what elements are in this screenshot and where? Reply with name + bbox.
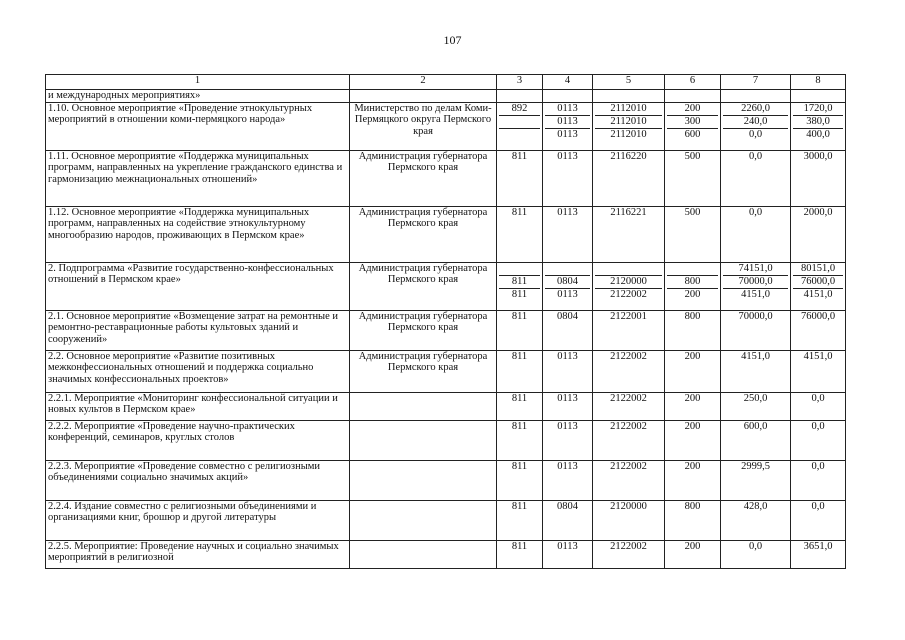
cell-c4-value: 0113	[543, 420, 593, 460]
cell-c5-value	[595, 263, 662, 275]
cell-c7-group	[721, 262, 791, 310]
cell-c3-value: 811	[499, 275, 540, 288]
cell-c8-group	[791, 102, 846, 150]
budget-table	[45, 74, 846, 569]
cell-c5-value: 2112010	[595, 128, 662, 141]
cell-c4-value: 0113	[543, 150, 593, 206]
cell-c8-value: 4151,0	[791, 350, 846, 392]
cell-c7-group	[721, 102, 791, 150]
cell-c6-value: 200	[665, 460, 721, 500]
cell-c5-value: 2112010	[595, 115, 662, 128]
cell-c6-value: 800	[665, 500, 721, 540]
cell-c8-value: 0,0	[791, 500, 846, 540]
row-name: 2.1. Основное мероприятие «Возмещение затрат на ремонтные и ремонтно-реставрационные работы культовых зданий и сооружений»	[46, 310, 350, 350]
cell-c7-value: 600,0	[721, 420, 791, 460]
cell-c6-group	[665, 102, 721, 150]
row-organization	[350, 420, 497, 460]
cell-c3-value: 811	[497, 206, 543, 262]
row-name: 2.2.2. Мероприятие «Проведение научно-практических конференций, семинаров, круглых столов	[46, 420, 350, 460]
cell-c6-value: 200	[665, 350, 721, 392]
cell-c6-value: 200	[665, 392, 721, 420]
cell-c8-value: 4151,0	[793, 288, 843, 301]
cell-c5-value	[593, 90, 665, 103]
column-header-6: 6	[665, 75, 721, 90]
row-name: 2.2.4. Издание совместно с религиозными объединениями и организациями книг, брошюр и другой литературы	[46, 500, 350, 540]
cell-c7-value: 0,0	[721, 206, 791, 262]
cell-c3-value: 811	[497, 310, 543, 350]
cell-c7-value: 74151,0	[738, 262, 773, 274]
row-organization	[350, 460, 497, 500]
cell-c8-value: 1720,0	[803, 102, 833, 114]
cell-c6-value: 600	[667, 128, 718, 141]
cell-c3-value: 811	[497, 350, 543, 392]
row-name: 2.2. Основное мероприятие «Развитие позитивных межконфессиональных отношений и поддержка социально значимых конфессиональных проектов»	[46, 350, 350, 392]
row-organization	[350, 392, 497, 420]
cell-c3-value	[499, 128, 540, 141]
cell-c7-value: 0,0	[721, 540, 791, 568]
cell-c3-value: 811	[497, 392, 543, 420]
cell-c5-value: 2120000	[593, 500, 665, 540]
row-name: 1.12. Основное мероприятие «Поддержка муниципальных программ, направленных на содействие этнокультурному многообразию народов, проживающих в Пермском крае»	[46, 206, 350, 262]
row-name: 1.10. Основное мероприятие «Проведение этнокультурных мероприятий в отношении коми-пермяцкого народа»	[46, 102, 350, 150]
cell-c7-value: 4151,0	[721, 350, 791, 392]
table-row	[46, 90, 846, 103]
row-name: 2.2.3. Мероприятие «Проведение совместно с религиозными объединениями социально значимых акций»	[46, 460, 350, 500]
cell-c6-value: 300	[667, 115, 718, 128]
cell-c5-value: 2112010	[610, 102, 647, 114]
cell-c4-value	[543, 90, 593, 103]
cell-c5-value: 2122002	[593, 460, 665, 500]
column-header-1: 1	[46, 75, 350, 90]
row-organization: Министерство по делам Коми-Пермяцкого округа Пермского края	[350, 102, 497, 150]
cell-c3-value	[497, 90, 543, 103]
cell-c3-value: 811	[497, 460, 543, 500]
row-name: 2. Подпрограмма «Развитие государственно-конфессиональных отношений в Пермском крае»	[46, 262, 350, 310]
cell-c3-value: 892	[511, 102, 528, 114]
cell-c6-value: 500	[665, 150, 721, 206]
cell-c6-value: 800	[665, 310, 721, 350]
table-row	[46, 460, 846, 500]
cell-c4-value: 0113	[543, 392, 593, 420]
table-row	[46, 420, 846, 460]
table-header-row	[46, 75, 846, 90]
cell-c4-value: 0804	[545, 275, 590, 288]
cell-c4-group	[543, 262, 593, 310]
cell-c8-value: 3000,0	[791, 150, 846, 206]
cell-c6-value: 500	[665, 206, 721, 262]
column-header-8: 8	[791, 75, 846, 90]
cell-c3-value: 811	[497, 500, 543, 540]
column-header-5: 5	[593, 75, 665, 90]
cell-c5-value: 2120000	[595, 275, 662, 288]
row-organization: Администрация губернатора Пермского края	[350, 262, 497, 310]
cell-c5-value: 2122002	[593, 392, 665, 420]
table-row	[46, 102, 846, 150]
cell-c3-value: 811	[497, 150, 543, 206]
cell-c8-value: 3651,0	[791, 540, 846, 568]
row-organization: Администрация губернатора Пермского края	[350, 310, 497, 350]
cell-c6-value	[665, 90, 721, 103]
row-name: 2.2.1. Мероприятие «Мониторинг конфессиональной ситуации и новых культов в Пермском крае»	[46, 392, 350, 420]
cell-c7-value: 2999,5	[721, 460, 791, 500]
table-row	[46, 310, 846, 350]
cell-c4-value: 0113	[545, 128, 590, 141]
row-name: 2.2.5. Мероприятие: Проведение научных и социально значимых мероприятий в религиозной	[46, 540, 350, 568]
cell-c3-value: 811	[497, 540, 543, 568]
cell-c3-value: 811	[499, 288, 540, 301]
cell-c8-value	[791, 90, 846, 103]
cell-c4-value: 0804	[543, 310, 593, 350]
row-name: 1.11. Основное мероприятие «Поддержка муниципальных программ, направленных на укрепление гражданского единства и гармонизацию межнациональных отношений»	[46, 150, 350, 206]
cell-c4-value: 0113	[545, 288, 590, 301]
cell-c7-value: 70000,0	[721, 310, 791, 350]
cell-c8-group	[791, 262, 846, 310]
row-name: и международных мероприятиях»	[46, 90, 350, 103]
cell-c6-value: 200	[667, 288, 718, 301]
cell-c4-value: 0113	[557, 102, 578, 114]
cell-c8-value: 0,0	[791, 420, 846, 460]
row-organization	[350, 540, 497, 568]
column-header-7: 7	[721, 75, 791, 90]
cell-c3-group	[497, 102, 543, 150]
cell-c6-value: 800	[667, 275, 718, 288]
cell-c6-group	[665, 262, 721, 310]
cell-c7-value: 0,0	[723, 128, 788, 141]
cell-c4-value: 0804	[543, 500, 593, 540]
cell-c6-value: 200	[665, 420, 721, 460]
table-row	[46, 392, 846, 420]
cell-c4-value: 0113	[545, 115, 590, 128]
cell-c3-group	[497, 262, 543, 310]
cell-c7-value: 4151,0	[723, 288, 788, 301]
row-organization: Администрация губернатора Пермского края	[350, 350, 497, 392]
table-row	[46, 350, 846, 392]
cell-c3-value	[499, 263, 540, 275]
cell-c8-value: 400,0	[793, 128, 843, 141]
cell-c7-value: 240,0	[723, 115, 788, 128]
cell-c8-value: 76000,0	[793, 275, 843, 288]
cell-c5-value: 2116220	[593, 150, 665, 206]
cell-c8-value: 76000,0	[791, 310, 846, 350]
cell-c5-value: 2116221	[593, 206, 665, 262]
cell-c7-value	[721, 90, 791, 103]
row-organization: Администрация губернатора Пермского края	[350, 150, 497, 206]
cell-c5-value: 2122002	[593, 540, 665, 568]
cell-c8-value: 380,0	[793, 115, 843, 128]
cell-c6-value: 200	[684, 102, 701, 114]
cell-c6-value: 200	[665, 540, 721, 568]
cell-c4-value: 0113	[543, 350, 593, 392]
cell-c8-value: 0,0	[791, 460, 846, 500]
column-header-2: 2	[350, 75, 497, 90]
cell-c4-value: 0113	[543, 460, 593, 500]
cell-c8-value: 2000,0	[791, 206, 846, 262]
cell-c7-value: 0,0	[721, 150, 791, 206]
cell-c7-value: 70000,0	[723, 275, 788, 288]
cell-c5-value: 2122002	[593, 350, 665, 392]
column-header-4: 4	[543, 75, 593, 90]
row-organization	[350, 500, 497, 540]
cell-c7-value: 250,0	[721, 392, 791, 420]
cell-c4-value: 0113	[543, 540, 593, 568]
table-row	[46, 500, 846, 540]
row-organization	[350, 90, 497, 103]
table-row	[46, 540, 846, 568]
cell-c4-group	[543, 102, 593, 150]
cell-c8-value: 80151,0	[800, 262, 836, 274]
cell-c5-value: 2122001	[593, 310, 665, 350]
cell-c7-value: 2260,0	[741, 102, 770, 114]
cell-c7-value: 428,0	[721, 500, 791, 540]
cell-c3-value: 811	[497, 420, 543, 460]
cell-c6-value	[667, 263, 718, 275]
table-row	[46, 206, 846, 262]
cell-c5-group	[593, 262, 665, 310]
cell-c4-value	[545, 263, 590, 275]
table-row	[46, 262, 846, 310]
table-row	[46, 150, 846, 206]
column-header-3: 3	[497, 75, 543, 90]
cell-c4-value: 0113	[543, 206, 593, 262]
cell-c5-group	[593, 102, 665, 150]
cell-c8-value: 0,0	[791, 392, 846, 420]
cell-c3-value	[499, 115, 540, 128]
cell-c5-value: 2122002	[595, 288, 662, 301]
cell-c5-value: 2122002	[593, 420, 665, 460]
row-organization: Администрация губернатора Пермского края	[350, 206, 497, 262]
page-number: 107	[443, 33, 462, 47]
